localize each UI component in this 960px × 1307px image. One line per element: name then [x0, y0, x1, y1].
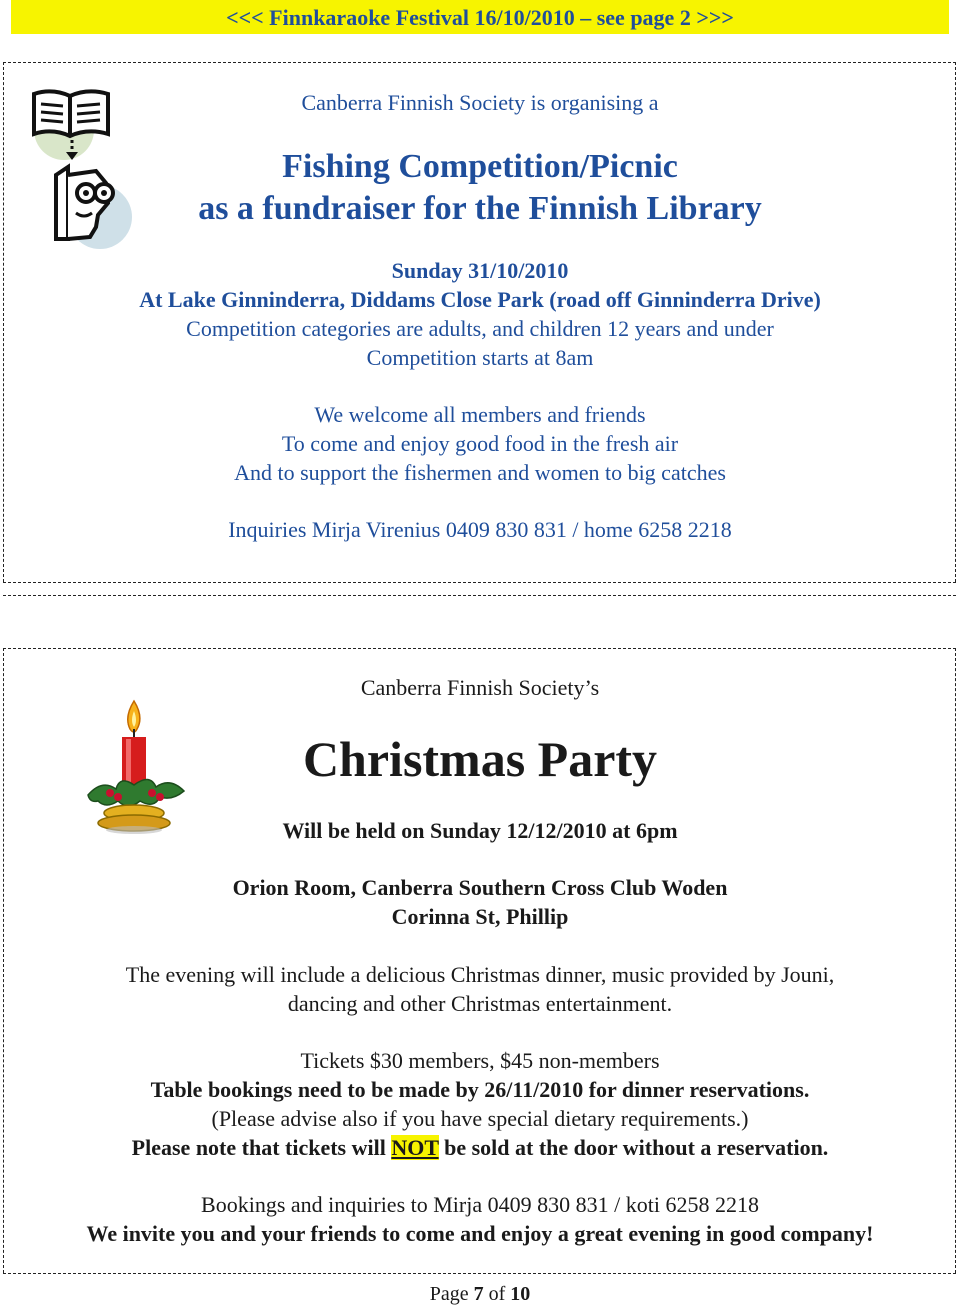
christmas-box-top-border	[3, 648, 956, 649]
christmas-contact: Bookings and inquiries to Mirja 0409 830 831 / koti 6258 2218	[201, 1192, 759, 1217]
christmas-venue-2: Corinna St, Phillip	[391, 904, 569, 929]
christmas-evening-2: dancing and other Christmas entertainment.	[287, 991, 673, 1016]
fishing-welcome-3: And to support the fishermen and women to big catches	[234, 460, 726, 485]
christmas-dietary: (Please advise also if you have special dietary requirements.)	[211, 1106, 749, 1131]
christmas-note-post: be sold at the door without a reservation.	[438, 1135, 829, 1160]
fishing-inquiries: Inquiries Mirja Virenius 0409 830 831 / home 6258 2218	[228, 517, 732, 542]
fishing-welcome-2: To come and enjoy good food in the fresh air	[281, 431, 679, 456]
christmas-evening-1: The evening will include a delicious Christmas dinner, music provided by Jouni,	[125, 962, 835, 987]
section-cut-line	[3, 595, 956, 596]
fishing-box-bottom-border	[3, 582, 956, 583]
page-of-label: of	[483, 1283, 511, 1305]
christmas-title: Christmas Party	[302, 731, 658, 787]
christmas-box-bottom-border	[3, 1273, 956, 1274]
fishing-box-top-border	[3, 62, 956, 63]
christmas-note	[0, 1135, 960, 1161]
christmas-note-not: NOT	[391, 1135, 439, 1160]
christmas-bookings-deadline: Table bookings need to be made by 26/11/2010 for dinner reservations.	[150, 1077, 810, 1102]
fishing-categories: Competition categories are adults, and children 12 years and under	[186, 316, 774, 341]
christmas-tickets: Tickets $30 members, $45 non-members	[300, 1048, 660, 1073]
christmas-venue-1: Orion Room, Canberra Southern Cross Club Woden	[232, 875, 728, 900]
christmas-invite: We invite you and your friends to come and enjoy a great evening in good company!	[86, 1221, 874, 1246]
christmas-intro: Canberra Finnish Society’s	[360, 675, 600, 700]
fishing-start: Competition starts at 8am	[366, 345, 594, 370]
page-label: Page	[429, 1283, 474, 1305]
christmas-note-pre: Please note that tickets will	[131, 1135, 392, 1160]
top-banner[interactable]: <<< Finnkaraoke Festival 16/10/2010 – see page 2 >>>	[11, 0, 949, 34]
fishing-title-line2: as a fundraiser for the Finnish Library	[198, 190, 762, 227]
page-number: 7	[473, 1283, 484, 1305]
fishing-title-line1: Fishing Competition/Picnic	[282, 148, 678, 185]
christmas-held: Will be held on Sunday 12/12/2010 at 6pm	[282, 818, 678, 843]
page-footer	[0, 1283, 960, 1306]
fishing-welcome-1: We welcome all members and friends	[314, 402, 646, 427]
fishing-date: Sunday 31/10/2010	[391, 258, 569, 283]
fishing-intro: Canberra Finnish Society is organising a	[301, 90, 659, 115]
page-total: 10	[510, 1283, 531, 1305]
fishing-location: At Lake Ginninderra, Diddams Close Park (road off Ginninderra Drive)	[139, 287, 821, 312]
